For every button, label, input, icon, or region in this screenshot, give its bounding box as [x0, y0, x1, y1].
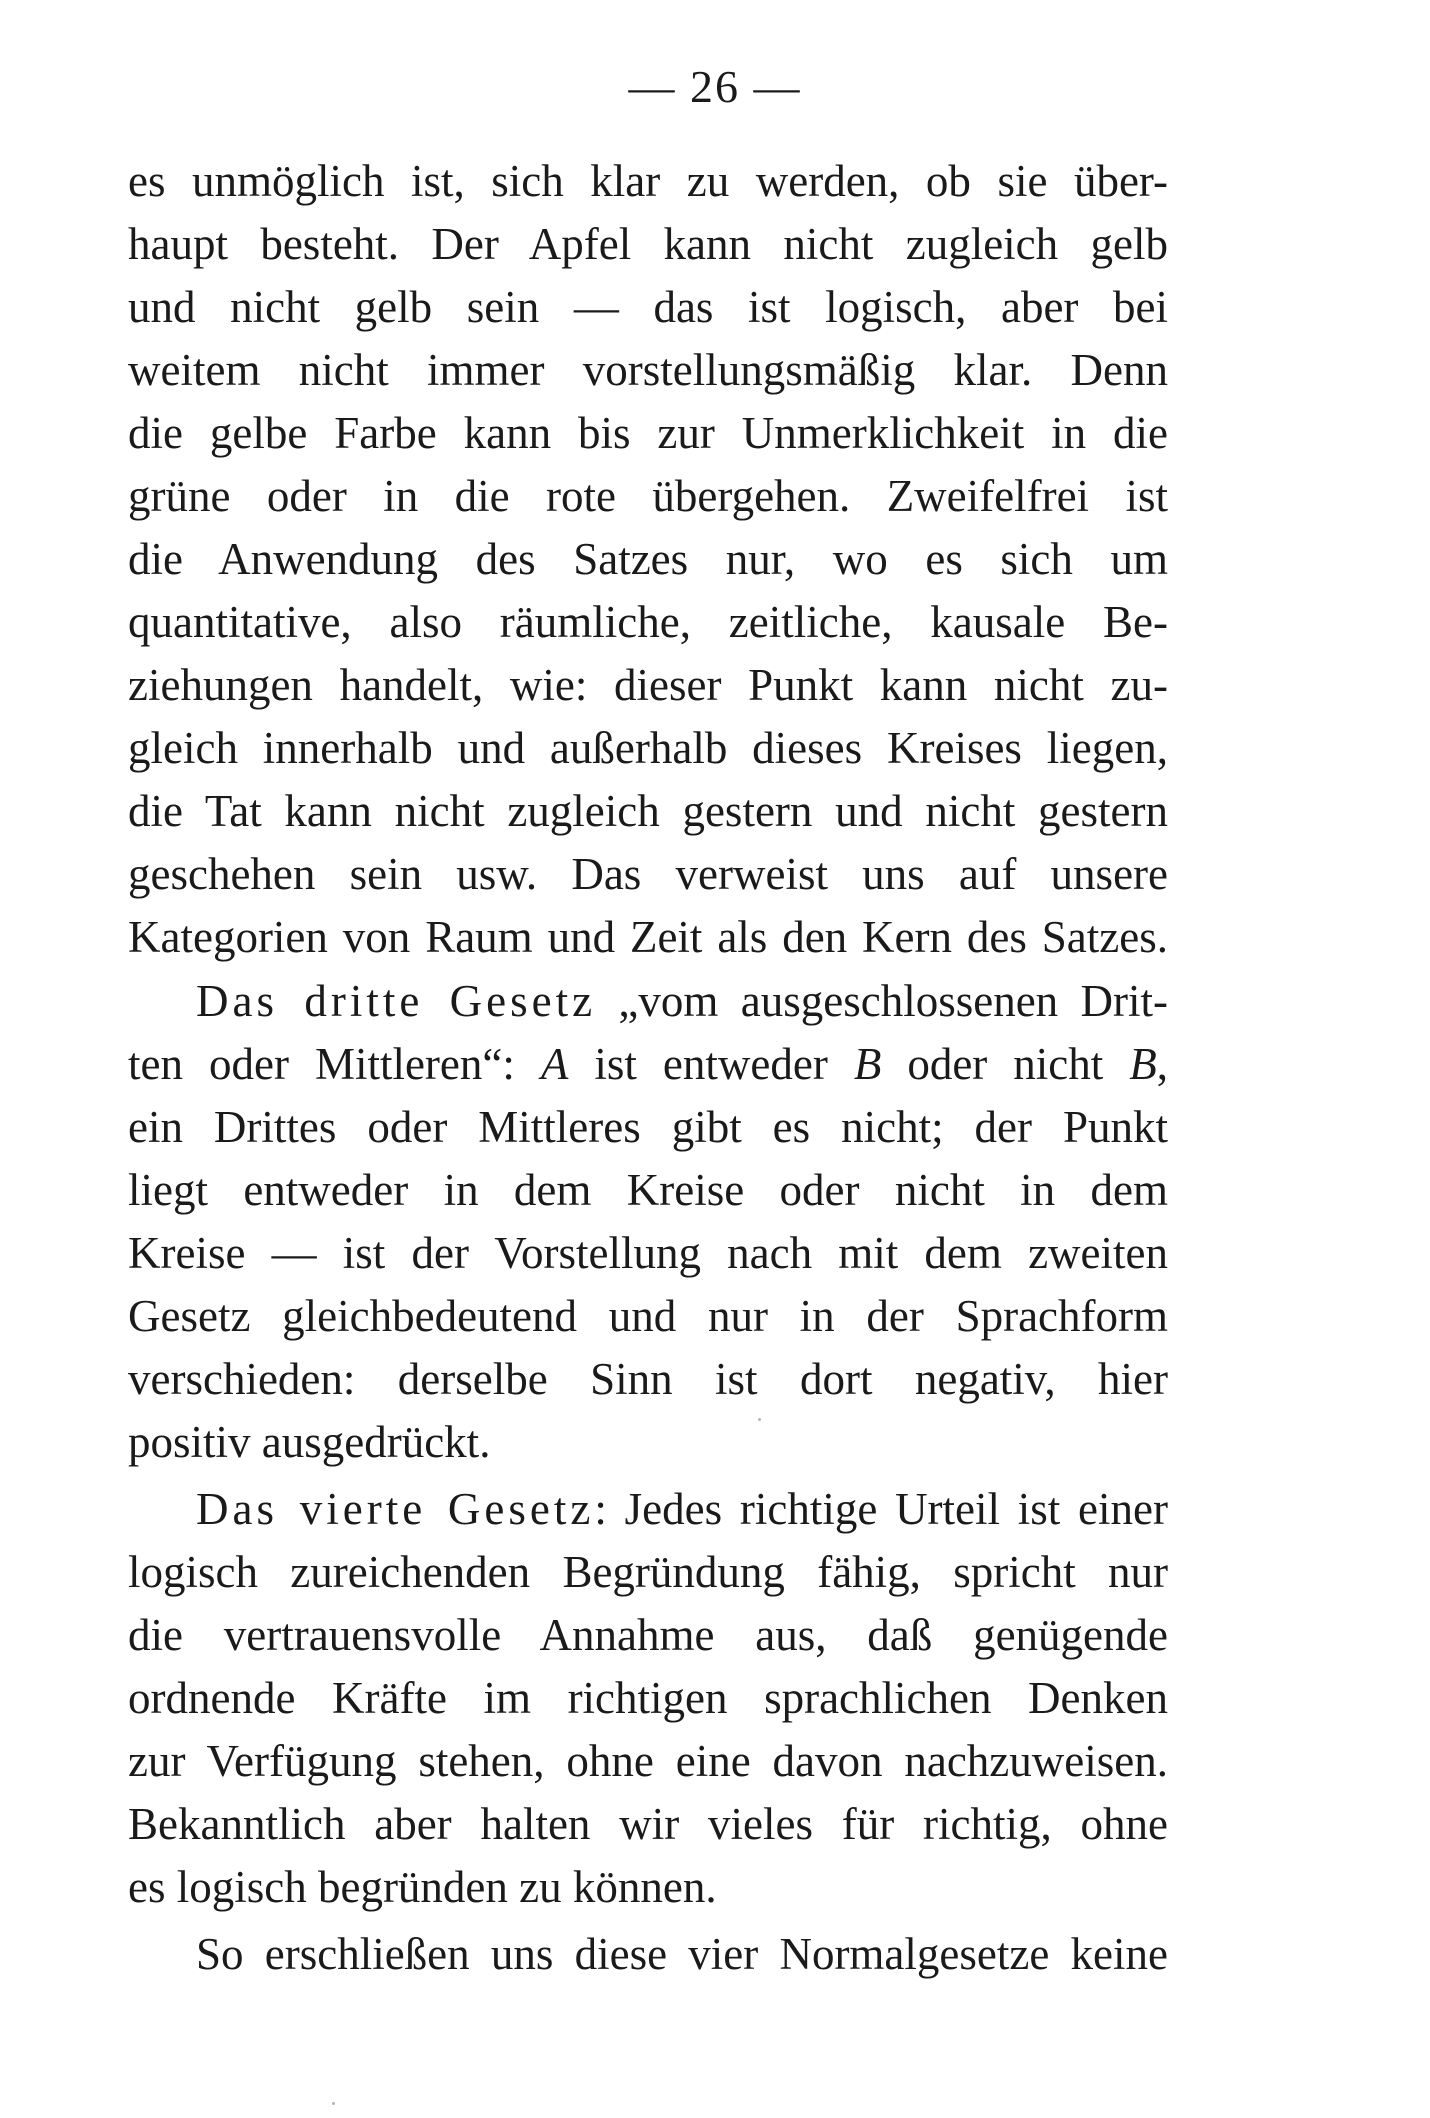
text-line: Kategorien von Raum und Zeit als den Kern des Satzes. — [128, 912, 1168, 962]
text-fragment: oder nicht — [881, 1039, 1130, 1089]
text-fragment: „vom ausgeschlossenen Drit- — [596, 976, 1168, 1026]
paragraph-3 — [128, 1478, 1168, 1919]
text-line: die gelbe Farbe kann bis zur Unmerklichkeit in die — [128, 408, 1168, 458]
text-line: Kreise — ist der Vorstellung nach mit dem zweiten — [128, 1228, 1168, 1278]
text-line: ordnende Kräfte im richtigen sprachlichen Denken — [128, 1673, 1168, 1723]
text-line: So erschließen uns diese vier Normalgesetze keine — [196, 1929, 1168, 1979]
text-fragment: , — [1156, 1039, 1169, 1089]
page-number: — 26 — — [628, 61, 802, 112]
text-line: die vertrauensvolle Annahme aus, daß genügende — [128, 1610, 1168, 1660]
text-fragment: : Jedes richtige Urteil ist einer — [594, 1484, 1168, 1534]
paragraph-2 — [128, 970, 1168, 1474]
text-line — [128, 1033, 1168, 1096]
text-line: und nicht gelb sein — das ist logisch, aber bei — [128, 282, 1168, 332]
text-line: es logisch begründen zu können. — [128, 1862, 717, 1912]
text-line: liegt entweder in dem Kreise oder nicht in dem — [128, 1165, 1168, 1215]
paragraph-4 — [128, 1923, 1168, 1986]
text-line: logisch zureichenden Begründung fähig, spricht nur — [128, 1547, 1168, 1597]
text-line: die Tat kann nicht zugleich gestern und nicht gestern — [128, 786, 1168, 836]
variable-b: B — [853, 1039, 882, 1089]
text-line — [128, 1478, 1168, 1541]
text-fragment: ten oder Mittleren“: — [128, 1039, 541, 1089]
variable-a: A — [540, 1039, 569, 1089]
text-line: gleich innerhalb und außerhalb dieses Kreises liegen, — [128, 723, 1168, 773]
text-line: Gesetz gleichbedeutend und nur in der Sprachform — [128, 1291, 1168, 1341]
paragraph-1 — [128, 150, 1168, 969]
text-fragment: ist entweder — [568, 1039, 854, 1089]
law-label: Das vierte Gesetz — [196, 1484, 595, 1534]
text-line — [128, 970, 1168, 1033]
text-line: positiv ausgedrückt. — [128, 1417, 491, 1467]
text-line: quantitative, also räumliche, zeitliche, kausale Be- — [128, 597, 1168, 647]
text-line: Bekanntlich aber halten wir vieles für richtig, ohne — [128, 1799, 1168, 1849]
law-label: Das dritte Gesetz — [196, 976, 597, 1026]
text-line: die Anwendung des Satzes nur, wo es sich um — [128, 534, 1168, 584]
text-line: es unmöglich ist, sich klar zu werden, ob sie über- — [128, 156, 1168, 206]
print-speck — [332, 2102, 335, 2105]
text-line: grüne oder in die rote übergehen. Zweifelfrei ist — [128, 471, 1168, 521]
text-line: zur Verfügung stehen, ohne eine davon nachzuweisen. — [128, 1736, 1168, 1786]
variable-b: B — [1129, 1039, 1157, 1089]
text-line: haupt besteht. Der Apfel kann nicht zugleich gelb — [128, 219, 1168, 269]
text-line: geschehen sein usw. Das verweist uns auf unsere — [128, 849, 1168, 899]
text-line: ziehungen handelt, wie: dieser Punkt kann nicht zu- — [128, 660, 1168, 710]
print-speck — [758, 1418, 761, 1421]
text-line: weitem nicht immer vorstellungsmäßig klar. Denn — [128, 345, 1168, 395]
text-line: verschieden: derselbe Sinn ist dort negativ, hier — [128, 1354, 1168, 1404]
text-line: ein Drittes oder Mittleres gibt es nicht; der Punkt — [128, 1102, 1168, 1152]
